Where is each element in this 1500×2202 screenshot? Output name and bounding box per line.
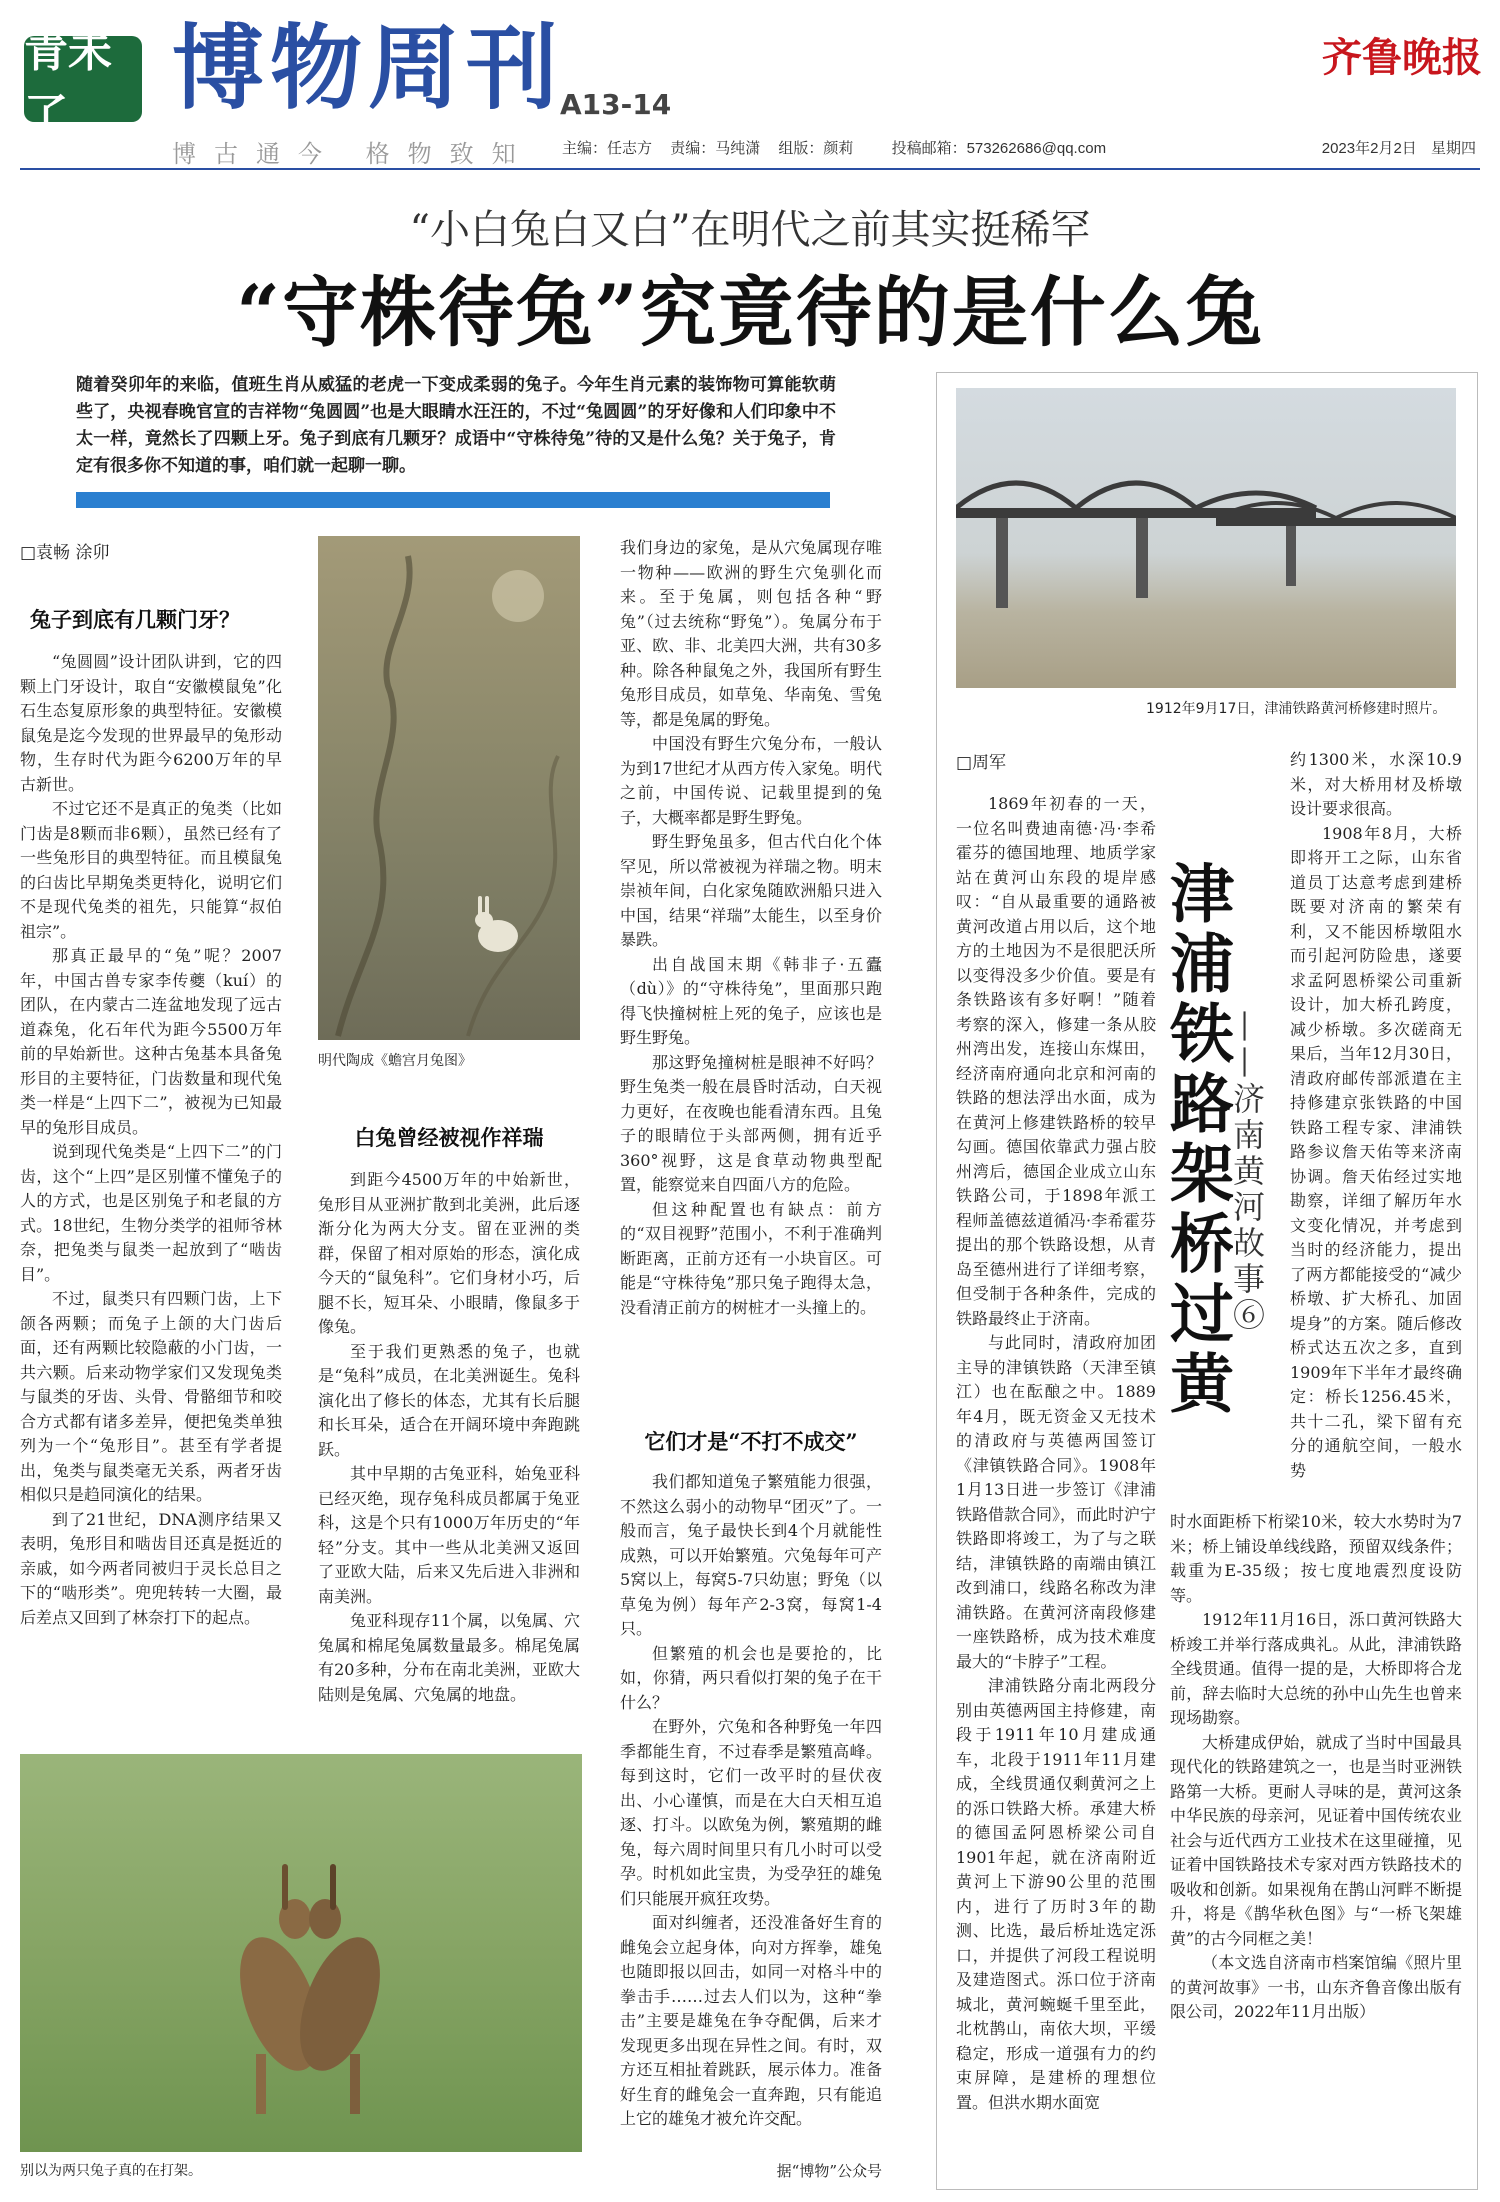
hares-image xyxy=(20,1754,582,2152)
section3-title: 它们才是“不打不成交” xyxy=(644,1429,858,1454)
article2-column-bottom xyxy=(1170,1510,1462,2025)
paragraph: 不过它还不是真正的兔类（比如门齿是8颗而非6颗），虽然已经有了一些兔形目的典型特征。而且模鼠兔的臼齿比早期兔类更特化，说明它们不是现代兔类的祖先，只能算“叔伯祖宗”。 xyxy=(20,799,282,941)
dateline xyxy=(1322,137,1476,158)
paragraph: 其中早期的古兔亚科，始兔亚科已经灭绝，现存兔科成员都属于兔亚科，这是个只有1000万年历史的“年轻”分支。其中一些从北美洲又返回了亚欧大陆，后来又先后进入非洲和南美洲。 xyxy=(318,1464,580,1606)
paragraph: 津浦铁路分南北两段分别由英德两国主持修建，南段于1911年10月建成通车，北段于1911年11月建成，全线贯通仅剩黄河之上的泺口铁路大桥。承建大桥的德国孟阿恩桥梁公司自1901年起，就在济南附近黄河上下游90公里的范围内，进行了历时3年的勘测、比选，最后桥址选定泺口，并提供了河段工程说明及建造图式。泺口位于济南城北，黄河蜿蜒千里至此，北枕鹊山，南依大坝，平缓稳定，形成一道强有力的约束屏障，是建桥的理想位置。但洪水期水面宽 xyxy=(956,1676,1156,2112)
editor: 主编：任志方 xyxy=(562,140,653,157)
bridge-photo xyxy=(956,388,1456,688)
submission-email: 投稿邮箱：573262686@qq.com xyxy=(891,140,1107,157)
paragraph: 约1300米，水深10.9米，对大桥用材及桥墩设计要求很高。 xyxy=(1290,750,1462,818)
paragraph: 面对纠缠者，还没准备好生育的雌兔会立起身体，向对方挥拳，雄兔也随即报以回击，如同一对格斗中的拳击手……过去人们以为，这种“拳击”主要是雄兔在争夺配偶，后来才发现更多出现在异性之间。有时，双方还互相扯着跳跃，展示体力。准备好生育的雌兔会一直奔跑，只有能追上它的雄兔才被允许交配。 xyxy=(620,1913,882,2128)
article1-column2 xyxy=(318,1168,580,1707)
paragraph: 1908年8月，大桥即将开工之际，山东省道员丁达意考虑到建桥既要对济南的繁荣有利，又不能因桥墩阻水而引起河防险患，遂要求孟阿恩桥梁公司重新设计，加大桥孔跨度，减少桥墩。多次磋商无果后，当年12月30日，清政府邮传部派遣在主持修建京张铁路的中国铁路工程专家、津浦铁路参议詹天佑等来济南协调。詹天佑经过实地勘察，详细了解历年水文变化情况，并考虑到当时的经济能力，提出了两方都能接受的“减少桥墩、扩大桥孔、加固堤身”的方案。随后修改桥式达五次之多，直到1909年下半年才最终确定：桥长1256.45米，共十二孔，梁下留有充分的通航空间，一般水势 xyxy=(1290,823,1462,1480)
article2-column-right xyxy=(1290,748,1462,1483)
article1-intro: 随着癸卯年的来临，值班生肖从威猛的老虎一下变成柔弱的兔子。今年生肖元素的装饰物可算能软萌些了，央视春晚官宣的吉祥物“兔圆圆”也是大眼睛水汪汪的，不过“兔圆圆”的牙好像和人们印象中不太一样，竟然长了四颗上牙。兔子到底有几颗牙？成语中“守株待兔”待的又是什么兔？关于兔子，肯定有很多你不知道的事，咱们就一起聊一聊。 xyxy=(76,375,836,476)
article2-series: ——济南黄河故事⑥ xyxy=(1228,1010,1266,1334)
paragraph: 到了21世纪，DNA测序结果又表明，兔形目和啮齿目还真是挺近的亲戚，如今两者同被归于灵长总目之下的“啮形类”。兜兜转转一大圈，最后差点又回到了林奈打下的起点。 xyxy=(20,1509,282,1627)
article2-title: 津浦铁路架桥过黄 xyxy=(1159,860,1234,1420)
article1-byline: □袁畅 涂卯 xyxy=(20,543,110,563)
paragraph: 出自战国末期《韩非子·五蠹（dù）》的“守株待兔”，里面那只跑得飞快撞树桩上死的兔子，应该也是野生野兔。 xyxy=(620,954,882,1047)
paragraph: 1869年初春的一天，一位名叫费迪南德·冯·李希霍芬的德国地理、地质学家站在黄河山东段的堤岸感叹：“自从最重要的通路被黄河改道占用以后，这个地方的土地因为不是很肥沃所以变得没多少价值。要是有条铁路该有多好啊！”随着考察的深入，修建一条从胶州湾出发，连接山东煤田，经济南府通向北京和河南的铁路的想法浮出水面，成为在黄河上修建铁路桥的较早勾画。德国依靠武力强占胶州湾后，德国企业成立山东铁路公司，于1898年派工程师盖德兹道循冯·李希霍芬提出的那个铁路设想，从青岛至德州进行了详细考察，但受制于各种条件，完成的铁路最终止于济南。 xyxy=(956,794,1156,1328)
article2-byline: □周军 xyxy=(956,753,1007,773)
article1-column3b xyxy=(620,1470,882,2132)
page-numbers: A13-14 xyxy=(560,88,672,121)
paragraph: 但这种配置也有缺点：前方的“双目视野”范围小，不利于准确判断距离，正前方还有一小块盲区。可能是“守株待兔”那只兔子跑得太急，没看清正前方的树桩才一头撞上的。 xyxy=(620,1199,882,1317)
article1-source: 据“博物”公众号 xyxy=(776,2162,882,2180)
intro-divider-bar xyxy=(76,492,830,508)
paragraph: 那真正最早的“兔”呢？2007年，中国古兽专家李传夔（kuí）的团队，在内蒙古二连盆地发现了远古道森兔，化石年代为距今5500万年前的早始新世。这种古兔基本具备兔形目的主要特征，门齿数量和现代兔类一样是“上四下二”，被视为已知最早的兔形目成员。 xyxy=(20,946,282,1137)
motto: 博古通今 格物致知 xyxy=(172,140,534,168)
section1-title: 兔子到底有几颗门牙？ xyxy=(30,607,240,632)
paragraph: 中国没有野生穴兔分布，一般认为到17世纪才从西方传入家兔。明代之前，中国传说、记载里提到的兔子，大概率都是野生野兔。 xyxy=(620,734,882,827)
article2-column-left xyxy=(956,792,1156,2115)
article1-subtitle: “小白兔白又白”在明代之前其实挺稀罕 xyxy=(409,207,1091,253)
layout-editor: 组版：颜莉 xyxy=(778,140,854,157)
paragraph: 说到现代兔类是“上四下二”的门齿，这个“上四”是区别懂不懂兔子的人的方式，也是区别兔子和老鼠的方式。18世纪，生物分类学的祖师爷林奈，把兔类与鼠类一起放到了“啮齿目”。 xyxy=(20,1142,282,1284)
painting-caption: 明代陶成《蟾宫月兔图》 xyxy=(318,1053,472,1069)
paragraph: 我们都知道兔子繁殖能力很强，不然这么弱小的动物早“团灭”了。一般而言，兔子最快长到4个月就能性成熟，可以开始繁殖。穴兔每年可产5窝以上，每窝5-7只幼崽；野兔（以草兔为例）每年产2-3窝，每窝1-4只。 xyxy=(620,1472,882,1638)
source-note: （本文选自济南市档案馆编《照片里的黄河故事》一书，山东齐鲁音像出版有限公司，2022年11月出版） xyxy=(1170,1953,1462,2021)
paragraph: 那这野兔撞树桩是眼神不好吗？野生兔类一般在晨昏时活动，白天视力更好，在夜晚也能看清东西。且兔子的眼睛位于头部两侧，拥有近乎360°视野，这是食草动物典型配置，能察觉来自四面八方的危险。 xyxy=(620,1052,882,1194)
hares-caption: 别以为两只兔子真的在打架。 xyxy=(20,2163,202,2179)
bridge-image xyxy=(956,388,1456,688)
paragraph: 与此同时，清政府加团主导的津镇铁路（天津至镇江）也在酝酿之中。1889年4月，既无资金又无技术的清政府与英德两国签订《津镇铁路合同》。1908年1月13日进一步签订《津浦铁路借款合同》，而此时沪宁铁路即将竣工，为了与之联结，津镇铁路的南端由镇江改到浦口，线路名称改为津浦铁路。在黄河济南段修建一座铁路桥，成为技术难度最大的“卡脖子”工程。 xyxy=(956,1333,1157,1671)
paragraph: 但繁殖的机会也是要抢的，比如，你猜，两只看似打架的兔子在干什么？ xyxy=(620,1643,882,1712)
paragraph: 我们身边的家兔，是从穴兔属现存唯一物种——欧洲的野生穴兔驯化而来。至于兔属，则包括各种“野兔”（过去统称“野兔”）。兔属分布于亚、欧、非、北美四大洲，共有30多种。除各种鼠兔之外，我国所有野生兔形目成员，如草兔、华南兔、雪兔等，都是兔属的野兔。 xyxy=(620,538,882,729)
bridge-caption: 1912年9月17日，津浦铁路黄河桥修建时照片。 xyxy=(1146,701,1447,717)
boxing-hares-photo xyxy=(20,1754,582,2152)
newspaper-logo: 青未了 xyxy=(24,36,142,122)
paragraph: 大桥建成伊始，就成了当时中国最具现代化的铁路建筑之一，也是当时亚洲铁路第一大桥。更耐人寻味的是，黄河这条中华民族的母亲河，见证着中国传统农业社会与近代西方工业技术在这里碰撞，见证着中国铁路技术专家对西方铁路技术的吸收和创新。如果视角在鹊山河畔不断提升，将是《鹊华秋色图》与“一桥飞架雄黄”的古今同框之美！ xyxy=(1170,1732,1462,1948)
painting-image xyxy=(318,536,580,1040)
paragraph: 时水面距桥下桁梁10米，较大水势时为7米；桥上铺设单线线路，预留双线条件；载重为E-35级；按七度地震烈度设防等。 xyxy=(1170,1512,1462,1605)
paragraph: 1912年11月16日，泺口黄河铁路大桥竣工并举行落成典礼。从此，津浦铁路全线贯通。值得一提的是，大桥即将合龙前，辞去临时大总统的孙中山先生也曾来现场勘察。 xyxy=(1170,1610,1462,1727)
paragraph: 兔亚科现存11个属，以兔属、穴兔属和棉尾兔属数量最多。棉尾兔属有20多种，分布在南北美洲，亚欧大陆则是兔属、穴兔属的地盘。 xyxy=(318,1611,580,1704)
article1-column1 xyxy=(20,650,282,1630)
paragraph: 至于我们更熟悉的兔子，也就是“兔科”成员，在北美洲诞生。兔科演化出了修长的体态，尤其有长后腿和长耳朵，适合在开阔环境中奔跑跳跃。 xyxy=(318,1341,580,1459)
paragraph: 野生野兔虽多，但古代白化个体罕见，所以常被视为祥瑞之物。明末崇祯年间，白化家兔随欧洲船只进入中国，结果“祥瑞”太能生，以至身价暴跌。 xyxy=(620,832,882,949)
paragraph: 在野外，穴兔和各种野兔一年四季都能生育，不过春季是繁殖高峰。每到这时，它们一改平时的昼伏夜出、小心谨慎，而是在大白天相互追逐、打斗。以欧兔为例，繁殖期的雌兔，每六周时间里只有几小时可以受孕。时机如此宝贵，为受孕狂的雄兔们只能展开疯狂攻势。 xyxy=(620,1717,882,1908)
paragraph: 到距今4500万年的中始新世，兔形目从亚洲扩散到北美洲，此后逐渐分化为两大分支。留在亚洲的类群，保留了相对原始的形态，演化成今天的“鼠兔科”。它们身材小巧，后腿不长，短耳朵、小眼睛，像鼠多于像兔。 xyxy=(318,1170,580,1336)
publication-title: 博物周刊 xyxy=(172,14,565,122)
section2-title: 白兔曾经被视作祥瑞 xyxy=(354,1125,544,1150)
responsible-editor: 责编：马纯潇 xyxy=(670,140,761,157)
article1-column3a xyxy=(620,536,882,1320)
paragraph: 不过，鼠类只有四颗门齿，上下颌各两颗；而兔子上颌的大门齿后面，还有两颗比较隐蔽的小门齿，一共六颗。后来动物学家们又发现兔类与鼠类的牙齿、头骨、骨骼细节和咬合方式都有诸多差异，便把兔类单独列为一个“兔形目”。甚至有学者提出，兔类与鼠类毫无关系，两者牙齿相似只是趋同演化的结果。 xyxy=(20,1289,282,1504)
article1-headline: “守株待兔”究竟待的是什么兔 xyxy=(236,268,1264,357)
ming-painting-moon-rabbit xyxy=(318,536,580,1040)
editor-credits xyxy=(562,137,1120,158)
date: 2023年2月2日 xyxy=(1321,140,1417,157)
masthead: 齐鲁晚报 xyxy=(1322,34,1482,81)
paragraph: “兔圆圆”设计团队讲到，它的四颗上门牙设计，取自“安徽模鼠兔”化石生态复原形象的典型特征。安徽模鼠兔是迄今发现的世界最早的兔形动物，生存时代为距今6200万年的早古新世。 xyxy=(20,652,282,794)
header-rule xyxy=(20,168,1480,170)
weekday: 星期四 xyxy=(1430,140,1476,157)
